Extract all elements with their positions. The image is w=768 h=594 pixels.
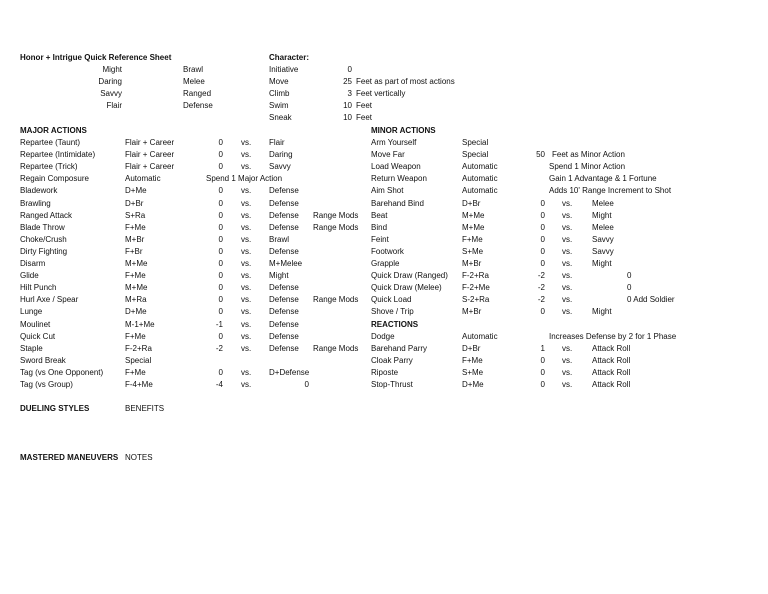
major-action-roll: F+Me: [125, 367, 146, 377]
reaction-name: Riposte: [371, 367, 399, 377]
reaction-extra: Increases Defense by 2 for 1 Phase: [549, 331, 677, 341]
notes-label: NOTES: [125, 453, 153, 462]
major-action-roll: F+Me: [125, 222, 146, 232]
minor-action-extra: 0 Add Soldier: [627, 295, 675, 305]
minor-action-extra: Spend 1 Minor Action: [549, 162, 626, 172]
major-action-name: Bladework: [20, 186, 58, 196]
major-action-mod: 0: [218, 246, 223, 256]
minor-action-roll: S-2+Ra: [462, 295, 490, 305]
reaction-roll: D+Me: [462, 380, 484, 389]
minor-action-name: Grapple: [371, 259, 400, 268]
major-action-vs: vs.: [241, 259, 252, 268]
major-action-vs: vs.: [241, 198, 252, 208]
major-action-name: Staple: [20, 343, 43, 353]
major-action-roll: Flair + Career: [125, 162, 175, 172]
reaction-vs: vs.: [562, 367, 573, 377]
major-action-vs: vs.: [241, 186, 252, 196]
derived-stat: Move: [269, 77, 289, 87]
reaction-roll: D+Br: [462, 343, 481, 353]
reaction-mod: 0: [540, 367, 545, 377]
major-action-vs: vs.: [241, 307, 252, 317]
minor-action-roll: F-2+Ra: [462, 271, 489, 281]
reaction-roll: S+Me: [462, 367, 484, 377]
minor-action-vs: vs.: [562, 198, 573, 208]
major-action-vs: vs.: [241, 331, 252, 341]
minor-action-name: Footwork: [371, 246, 404, 256]
major-action-target: Defense: [269, 343, 299, 353]
major-action-target: Defense: [269, 283, 299, 293]
major-action-roll: D+Me: [125, 186, 147, 196]
major-action-target: Defense: [269, 222, 299, 232]
major-action-target: Defense: [269, 210, 299, 220]
major-action-roll: F+Me: [125, 271, 146, 281]
minor-action-roll: M+Me: [462, 222, 485, 232]
combat-ability: Melee: [183, 77, 205, 87]
minor-action-roll: M+Me: [462, 210, 485, 220]
derived-note: Feet: [356, 101, 373, 111]
reaction-mod: 1: [540, 343, 545, 353]
major-action-target: Defense: [269, 307, 299, 317]
major-action-name: Regain Composure: [20, 174, 89, 184]
major-action-vs: vs.: [241, 234, 252, 244]
reaction-vs: vs.: [562, 380, 573, 389]
major-action-vs: vs.: [241, 162, 252, 172]
major-action-name: Quick Cut: [20, 331, 56, 341]
major-action-mod: 0: [218, 283, 223, 293]
minor-actions-header: MINOR ACTIONS: [371, 126, 436, 135]
major-action-mod: 0: [218, 150, 223, 160]
major-action-mod: 0: [218, 367, 223, 377]
minor-action-extra: Gain 1 Advantage & 1 Fortune: [549, 174, 657, 184]
minor-action-extra: 0: [627, 283, 632, 293]
major-action-mod: 0: [218, 307, 223, 317]
major-action-name: Blade Throw: [20, 222, 65, 232]
stat-label: Might: [102, 65, 122, 74]
minor-action-mod: 0: [540, 246, 545, 256]
major-action-vs: vs.: [241, 283, 252, 293]
mastered-maneuvers-header: MASTERED MANEUVERS: [20, 453, 119, 462]
minor-action-extra: Feet as Minor Action: [552, 150, 625, 160]
major-action-vs: vs.: [241, 246, 252, 256]
minor-action-name: Quick Draw (Ranged): [371, 271, 448, 281]
benefits-label: BENEFITS: [125, 404, 165, 413]
minor-action-name: Quick Load: [371, 295, 412, 305]
minor-action-target: Savvy: [592, 234, 614, 244]
major-action-mod: 0: [218, 138, 223, 147]
reaction-mod: 0: [540, 380, 545, 389]
major-action-mod: 0: [218, 162, 223, 172]
major-action-extra: Range Mods: [313, 210, 359, 220]
major-action-extra: Range Mods: [313, 343, 359, 353]
major-action-roll: Special: [125, 355, 152, 365]
reaction-target: Attack Roll: [592, 343, 631, 353]
derived-value: 0: [347, 65, 352, 74]
major-action-vs: vs.: [241, 150, 252, 160]
minor-action-mod: -2: [537, 295, 545, 305]
minor-action-roll: Special: [462, 150, 489, 160]
derived-value: 10: [343, 113, 352, 123]
minor-action-target: Melee: [592, 198, 614, 208]
major-action-roll: M+Me: [125, 259, 148, 268]
minor-action-roll: Automatic: [462, 174, 498, 184]
major-action-mod: 0: [218, 259, 223, 268]
major-action-mod: 0: [218, 271, 223, 281]
major-action-vs: vs.: [241, 343, 252, 353]
reaction-name: Stop-Thrust: [371, 380, 413, 389]
major-action-target: M+Melee: [269, 259, 303, 268]
major-action-extra: Range Mods: [313, 295, 359, 305]
reaction-name: Dodge: [371, 331, 395, 341]
derived-note: Feet as part of most actions: [356, 77, 455, 87]
minor-action-name: Quick Draw (Melee): [371, 283, 442, 293]
minor-action-mod: 0: [540, 198, 545, 208]
minor-action-vs: vs.: [562, 234, 573, 244]
major-action-roll: D+Br: [125, 198, 144, 208]
major-action-target: Defense: [269, 295, 299, 305]
minor-action-vs: vs.: [562, 259, 573, 268]
minor-action-name: Load Weapon: [371, 162, 421, 172]
combat-ability: Defense: [183, 101, 213, 111]
reaction-roll: F+Me: [462, 355, 483, 365]
reaction-mod: 0: [540, 355, 545, 365]
major-action-roll: F-2+Ra: [125, 343, 152, 353]
major-action-name: Brawling: [20, 198, 51, 208]
major-action-name: Dirty Fighting: [20, 246, 68, 256]
major-action-mod: 0: [218, 186, 223, 196]
major-action-vs: vs.: [241, 380, 252, 389]
major-action-name: Choke/Crush: [20, 234, 67, 244]
major-action-target: Defense: [269, 186, 299, 196]
major-action-name: Repartee (Intimidate): [20, 150, 96, 160]
combat-ability: Brawl: [183, 65, 204, 74]
minor-action-roll: M+Br: [462, 307, 482, 317]
minor-action-mod: -2: [537, 283, 545, 293]
minor-action-name: Move Far: [371, 150, 405, 160]
minor-action-vs: vs.: [562, 222, 573, 232]
major-action-extra: Range Mods: [313, 222, 359, 232]
minor-action-mod: 50: [536, 150, 545, 160]
major-action-mod: 0: [218, 331, 223, 341]
minor-action-roll: F-2+Me: [462, 283, 490, 293]
major-action-mod: -4: [215, 380, 223, 389]
major-action-name: Disarm: [20, 259, 46, 268]
major-action-name: Repartee (Trick): [20, 162, 78, 172]
major-action-roll: Flair + Career: [125, 138, 175, 147]
major-action-vs: vs.: [241, 271, 252, 281]
minor-action-name: Barehand Bind: [371, 198, 424, 208]
major-action-mod: 0: [218, 210, 223, 220]
minor-action-roll: F+Me: [462, 234, 483, 244]
minor-action-vs: vs.: [562, 283, 573, 293]
major-action-name: Hilt Punch: [20, 283, 57, 293]
major-action-roll: F-4+Me: [125, 380, 153, 389]
minor-action-target: Might: [592, 307, 612, 317]
major-action-target: Defense: [269, 246, 299, 256]
major-action-roll: M+Br: [125, 234, 145, 244]
derived-stat: Climb: [269, 89, 290, 99]
minor-action-mod: 0: [540, 234, 545, 244]
character-label: Character:: [269, 53, 310, 62]
minor-action-mod: 0: [540, 307, 545, 317]
minor-action-extra: 0: [627, 271, 632, 281]
major-action-mod: -1: [215, 319, 223, 329]
minor-action-target: Melee: [592, 222, 614, 232]
major-action-mod: 0: [218, 222, 223, 232]
minor-action-name: Beat: [371, 210, 388, 220]
major-action-roll: F+Me: [125, 331, 146, 341]
regain-composure-note: Spend 1 Major Action: [206, 174, 283, 184]
derived-value: 3: [347, 89, 352, 99]
minor-action-roll: S+Me: [462, 246, 484, 256]
minor-action-roll: Automatic: [462, 162, 498, 172]
sheet-title: Honor + Intrigue Quick Reference Sheet: [20, 53, 172, 62]
minor-action-name: Feint: [371, 234, 389, 244]
major-action-vs: vs.: [241, 295, 252, 305]
reaction-vs: vs.: [562, 355, 573, 365]
minor-action-vs: vs.: [562, 210, 573, 220]
major-action-target: Defense: [269, 331, 299, 341]
derived-note: Feet vertically: [356, 89, 406, 99]
minor-action-name: Arm Yourself: [371, 138, 417, 147]
major-action-target: Brawl: [269, 234, 290, 244]
minor-action-target: Might: [592, 259, 612, 268]
major-action-name: Ranged Attack: [20, 210, 73, 220]
derived-stat: Initiative: [269, 65, 299, 74]
reaction-name: Cloak Parry: [371, 355, 413, 365]
major-action-name: Moulinet: [20, 319, 51, 329]
major-action-mod: 0: [218, 198, 223, 208]
minor-action-extra: Adds 10' Range Increment to Shot: [549, 186, 672, 196]
combat-ability: Ranged: [183, 89, 212, 99]
reaction-target: Attack Roll: [592, 367, 631, 377]
major-action-target: Defense: [269, 198, 299, 208]
major-action-name: Hurl Axe / Spear: [20, 295, 79, 305]
major-actions-header: MAJOR ACTIONS: [20, 126, 87, 135]
major-action-vs: vs.: [241, 222, 252, 232]
minor-action-mod: 0: [540, 210, 545, 220]
stat-label: Flair: [106, 101, 122, 111]
major-action-roll: Automatic: [125, 174, 161, 184]
minor-action-name: Bind: [371, 222, 388, 232]
major-action-vs: vs.: [241, 138, 252, 147]
derived-value: 25: [343, 77, 352, 87]
minor-action-roll: Automatic: [462, 186, 498, 196]
major-action-roll: S+Ra: [125, 210, 146, 220]
minor-action-vs: vs.: [562, 271, 573, 281]
minor-action-target: Might: [592, 210, 612, 220]
minor-action-roll: D+Br: [462, 198, 481, 208]
major-action-target: Defense: [269, 319, 299, 329]
major-action-mod: 0: [218, 295, 223, 305]
minor-action-name: Aim Shot: [371, 186, 404, 196]
major-action-target: Might: [269, 271, 289, 281]
stat-label: Daring: [98, 77, 122, 87]
major-action-target: Flair: [269, 138, 285, 147]
minor-action-roll: M+Br: [462, 259, 482, 268]
major-action-name: Sword Break: [20, 355, 66, 365]
major-action-vs: vs.: [241, 319, 252, 329]
minor-action-name: Return Weapon: [371, 174, 427, 184]
major-action-roll: F+Br: [125, 246, 143, 256]
major-action-roll: M+Me: [125, 283, 148, 293]
reaction-name: Barehand Parry: [371, 343, 428, 353]
minor-action-target: Savvy: [592, 246, 614, 256]
minor-action-vs: vs.: [562, 295, 573, 305]
minor-action-mod: 0: [540, 222, 545, 232]
dueling-styles-header: DUELING STYLES: [20, 404, 90, 413]
reaction-roll: Automatic: [462, 331, 498, 341]
minor-action-name: Shove / Trip: [371, 307, 414, 317]
major-action-roll: M-1+Me: [125, 319, 155, 329]
major-action-target: Daring: [269, 150, 293, 160]
major-action-name: Repartee (Taunt): [20, 138, 81, 147]
reaction-vs: vs.: [562, 343, 573, 353]
major-action-name: Tag (vs Group): [20, 380, 73, 389]
major-action-name: Lunge: [20, 307, 43, 317]
major-action-vs: vs.: [241, 210, 252, 220]
reactions-header: REACTIONS: [371, 319, 419, 329]
reaction-target: Attack Roll: [592, 355, 631, 365]
major-action-target: Savvy: [269, 162, 291, 172]
reaction-target: Attack Roll: [592, 380, 631, 389]
stat-label: Savvy: [100, 89, 122, 99]
minor-action-mod: 0: [540, 259, 545, 268]
major-action-mod: 0: [218, 234, 223, 244]
derived-stat: Sneak: [269, 113, 292, 123]
minor-action-vs: vs.: [562, 246, 573, 256]
derived-stat: Swim: [269, 101, 289, 111]
major-action-roll: Flair + Career: [125, 150, 175, 160]
major-action-name: Tag (vs One Opponent): [20, 367, 104, 377]
major-action-roll: D+Me: [125, 307, 147, 317]
minor-action-vs: vs.: [562, 307, 573, 317]
major-action-name: Glide: [20, 271, 39, 281]
major-action-mod: -2: [215, 343, 223, 353]
minor-action-roll: Special: [462, 138, 489, 147]
minor-action-mod: -2: [537, 271, 545, 281]
tag-group-value: 0: [304, 380, 309, 389]
major-action-roll: M+Ra: [125, 295, 147, 305]
major-action-vs: vs.: [241, 367, 252, 377]
derived-value: 10: [343, 101, 352, 111]
derived-note: Feet: [356, 113, 373, 123]
major-action-target: D+Defense: [269, 367, 310, 377]
